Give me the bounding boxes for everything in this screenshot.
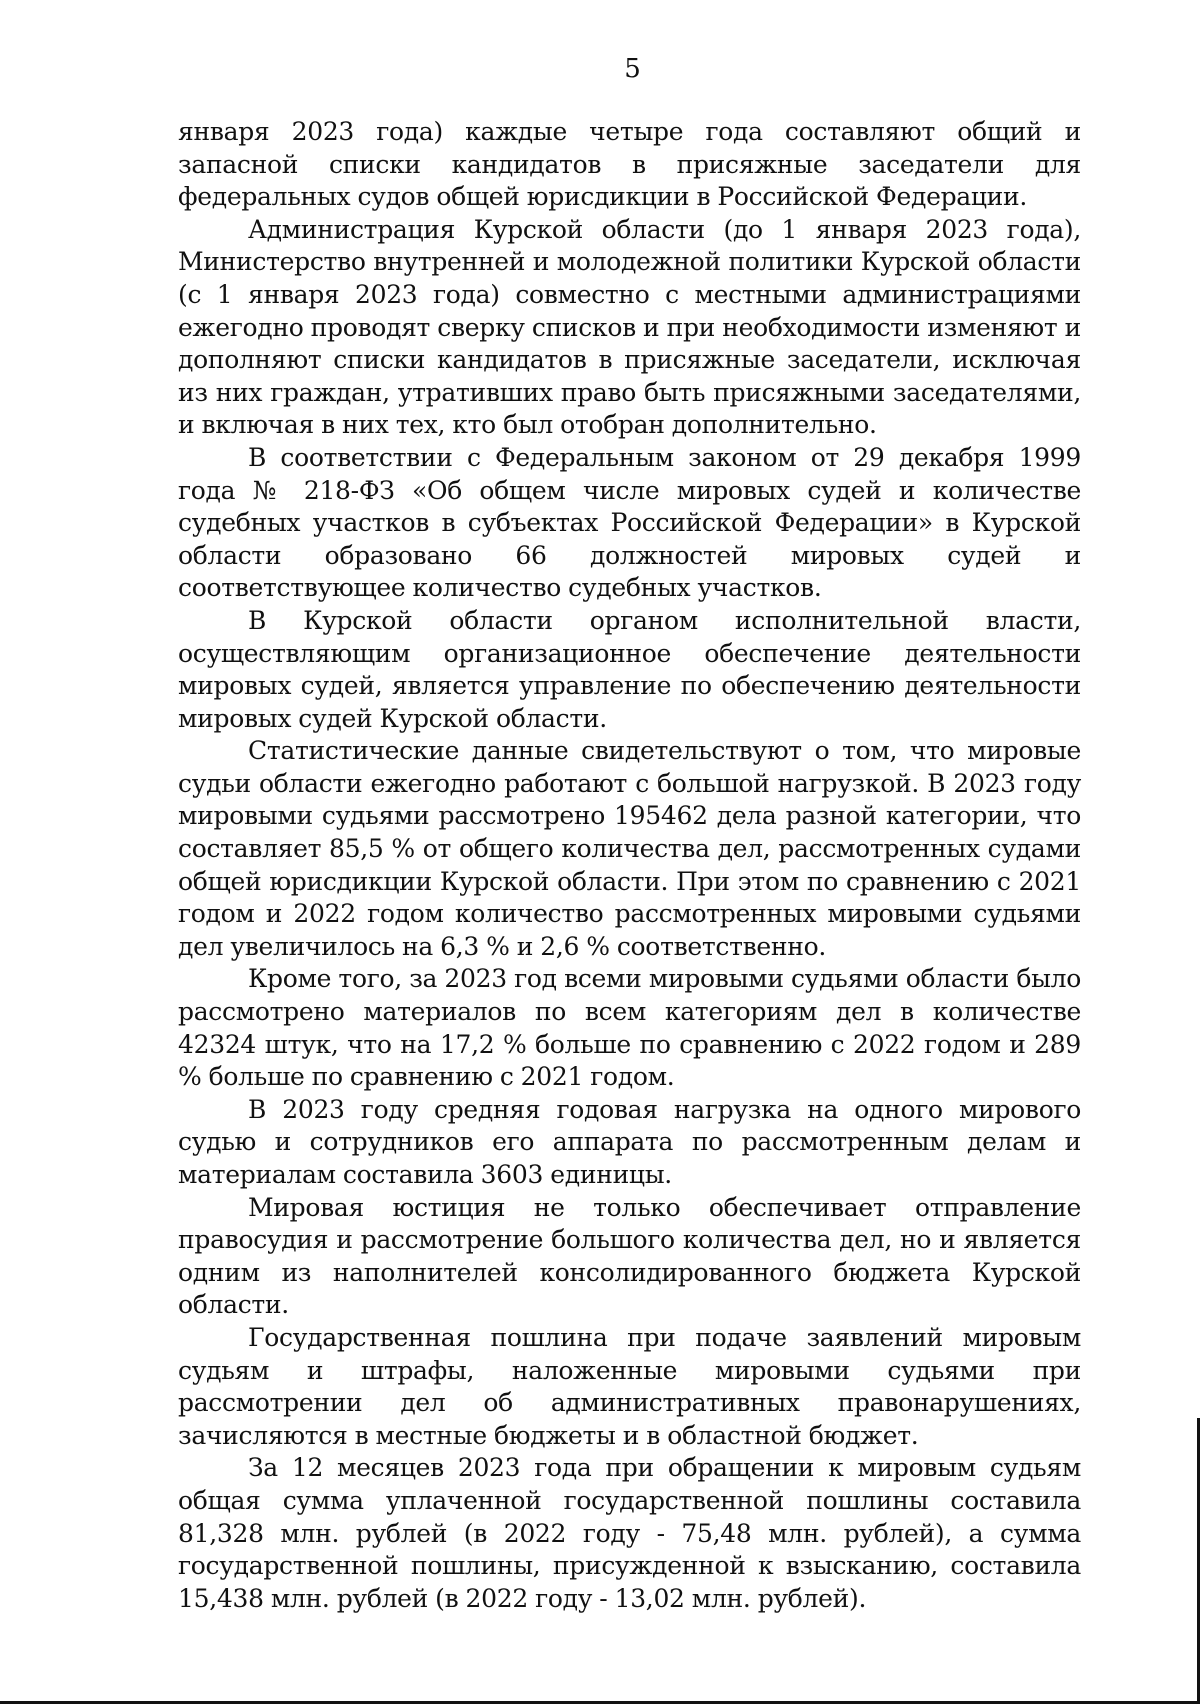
paragraph-state-duty-fines: Государственная пошлина при подаче заявлений мировым судьям и штрафы, наложенные мировыми судьями при рассмотрении дел об административных правонарушениях, зачисляются в местные бюджеты и в областной бюджет.	[178, 1322, 1081, 1450]
paragraph-budget-contribution: Мировая юстиция не только обеспечивает отправление правосудия и рассмотрение большого количества дел, но и является одним из наполнителей консолидированного бюджета Курской области.	[178, 1192, 1081, 1320]
paragraph-state-duty-amounts: За 12 месяцев 2023 года при обращении к мировым судьям общая сумма уплаченной государственной пошлины составила 81,328 млн. рублей (в 2022 году - 75,48 млн. рублей), а сумма государственной пошлины, присужденной к взысканию, составила 15,438 млн. рублей (в 2022 году - 13,02 млн. рублей).	[178, 1453, 1081, 1613]
paragraph-materials: Кроме того, за 2023 год всеми мировыми судьями области было рассмотрено материалов по всем категориям дел в количестве 42324 штук, что на 17,2 % больше по сравнению с 2022 годом и 289 % больше по сравнению с 2021 годом.	[178, 964, 1081, 1092]
page-number: 5	[624, 54, 641, 84]
paragraph-executive-body: В Курской области органом исполнительной власти, осуществляющим организационное обеспечение деятельности мировых судей, является управление по обеспечению деятельности мировых судей Курской области.	[178, 605, 1081, 733]
paragraph-jury-lists-continuation: января 2023 года) каждые четыре года составляют общий и запасной списки кандидатов в присяжные заседатели для федеральных судов общей юрисдикции в Российской Федерации.	[178, 117, 1081, 212]
paragraph-administration-lists: Администрация Курской области (до 1 января 2023 года), Министерство внутренней и молодежной политики Курской области (с 1 января 2023 года) совместно с местными администрациями ежегодно проводят сверку списков и при необходимости изменяют и дополняют списки кандидатов в присяжные заседатели, исключая из них граждан, утративших право быть присяжными заседателями, и включая в них тех, кто был отобран дополнительно.	[178, 214, 1081, 440]
paragraph-federal-law: В соответствии с Федеральным законом от 29 декабря 1999 года № 218-ФЗ «Об общем числе мировых судей и количестве судебных участков в субъектах Российской Федерации» в Курской области образовано 66 должностей мировых судей и соответствующее количество судебных участков.	[178, 442, 1081, 603]
paragraph-statistics: Статистические данные свидетельствуют о том, что мировые судьи области ежегодно работают с большой нагрузкой. В 2023 году мировыми судьями рассмотрено 195462 дела разной категории, что составляет 85,5 % от общего количества дел, рассмотренных судами общей юрисдикции Курской области. При этом по сравнению с 2021 годом и 2022 годом количество рассмотренных мировыми судьями дел увеличилось на 6,3 % и 2,6 % соответственно.	[178, 736, 1081, 961]
document-body	[178, 116, 1081, 1615]
paragraph-workload: В 2023 году средняя годовая нагрузка на одного мирового судью и сотрудников его аппарата по рассмотренным делам и материалам составила 3603 единицы.	[178, 1094, 1081, 1189]
